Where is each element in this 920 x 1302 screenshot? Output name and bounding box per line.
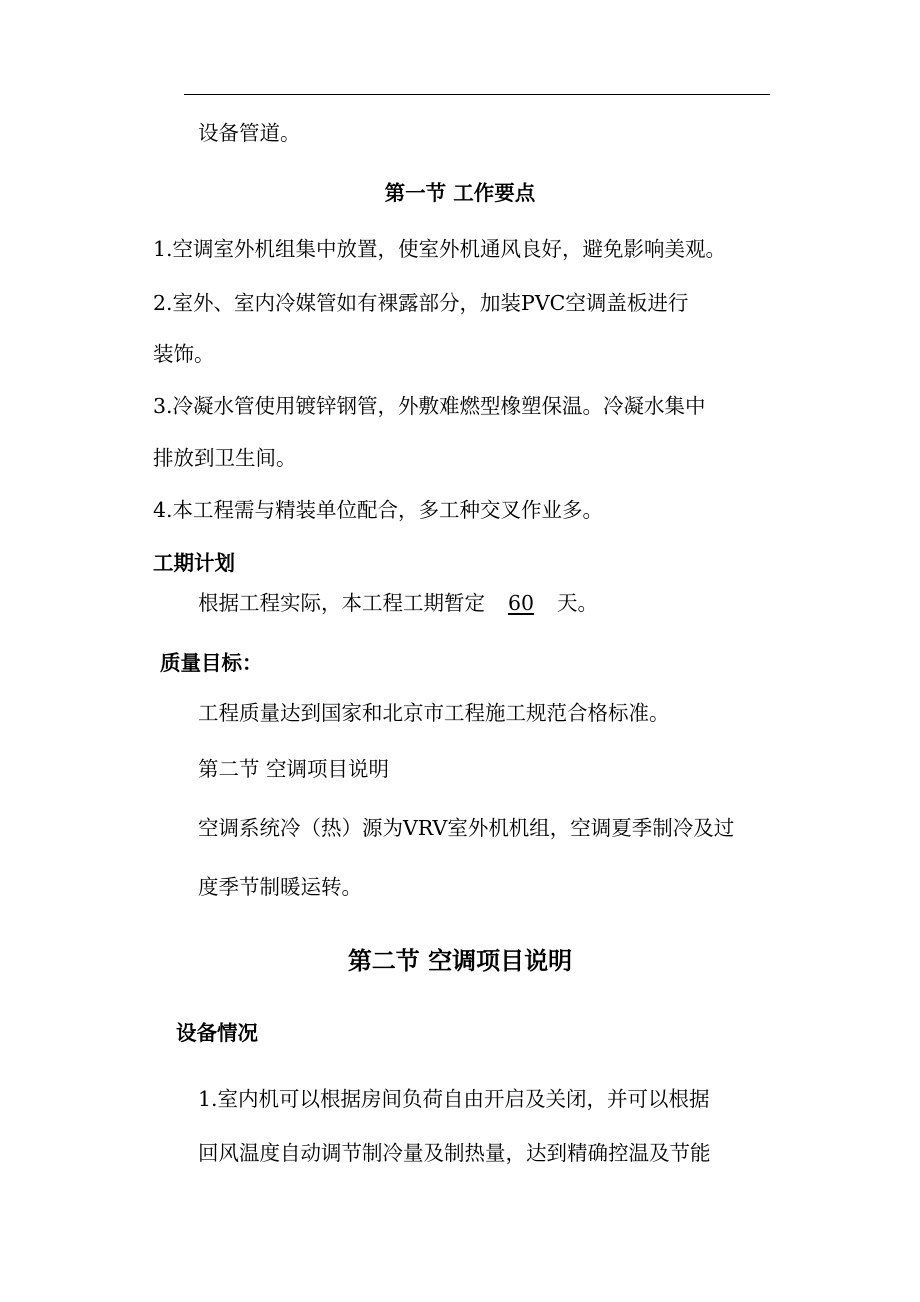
section2-title: 第二节 空调项目说明	[347, 947, 573, 975]
quality-heading: 质量目标：	[160, 651, 263, 675]
continuation-text: 设备管道。	[198, 121, 301, 145]
header-rule	[184, 94, 770, 95]
section2-line-1: 1.室内机可以根据房间负荷自由开启及关闭，并可以根据	[198, 1087, 710, 1111]
section1-item-2: 2.室外、室内冷媒管如有裸露部分，加装PVC空调盖板进行	[153, 291, 689, 315]
schedule-heading: 工期计划	[153, 551, 235, 575]
section1-item-2-cont: 装饰。	[153, 342, 215, 366]
section2-line-2: 回风温度自动调节制冷量及制热量，达到精确控温及节能	[198, 1141, 711, 1165]
quality-text: 工程质量达到国家和北京市工程施工规范合格标准。	[198, 701, 670, 725]
section2-subheading: 设备情况	[176, 1021, 258, 1045]
section1-item-1: 1.空调室外机组集中放置，使室外机通风良好，避免影响美观。	[153, 237, 727, 261]
schedule-days: 60	[507, 591, 535, 615]
section1-item-3-cont: 排放到卫生间。	[153, 446, 297, 470]
section1-item-4: 4.本工程需与精装单位配合，多工种交叉作业多。	[153, 498, 604, 522]
section2-small-line-1: 空调系统冷（热）源为VRV室外机机组，空调夏季制冷及过	[198, 816, 735, 840]
section1-title: 第一节 工作要点	[384, 181, 536, 205]
schedule-text-after: 天。	[557, 591, 598, 615]
schedule-text	[198, 590, 598, 616]
section1-item-3: 3.冷凝水管使用镀锌钢管，外敷难燃型橡塑保温。冷凝水集中	[153, 394, 706, 418]
schedule-text-before: 根据工程实际，本工程工期暂定	[198, 591, 485, 615]
section2-small-title: 第二节 空调项目说明	[198, 757, 390, 781]
section2-small-line-2: 度季节制暖运转。	[198, 875, 362, 899]
